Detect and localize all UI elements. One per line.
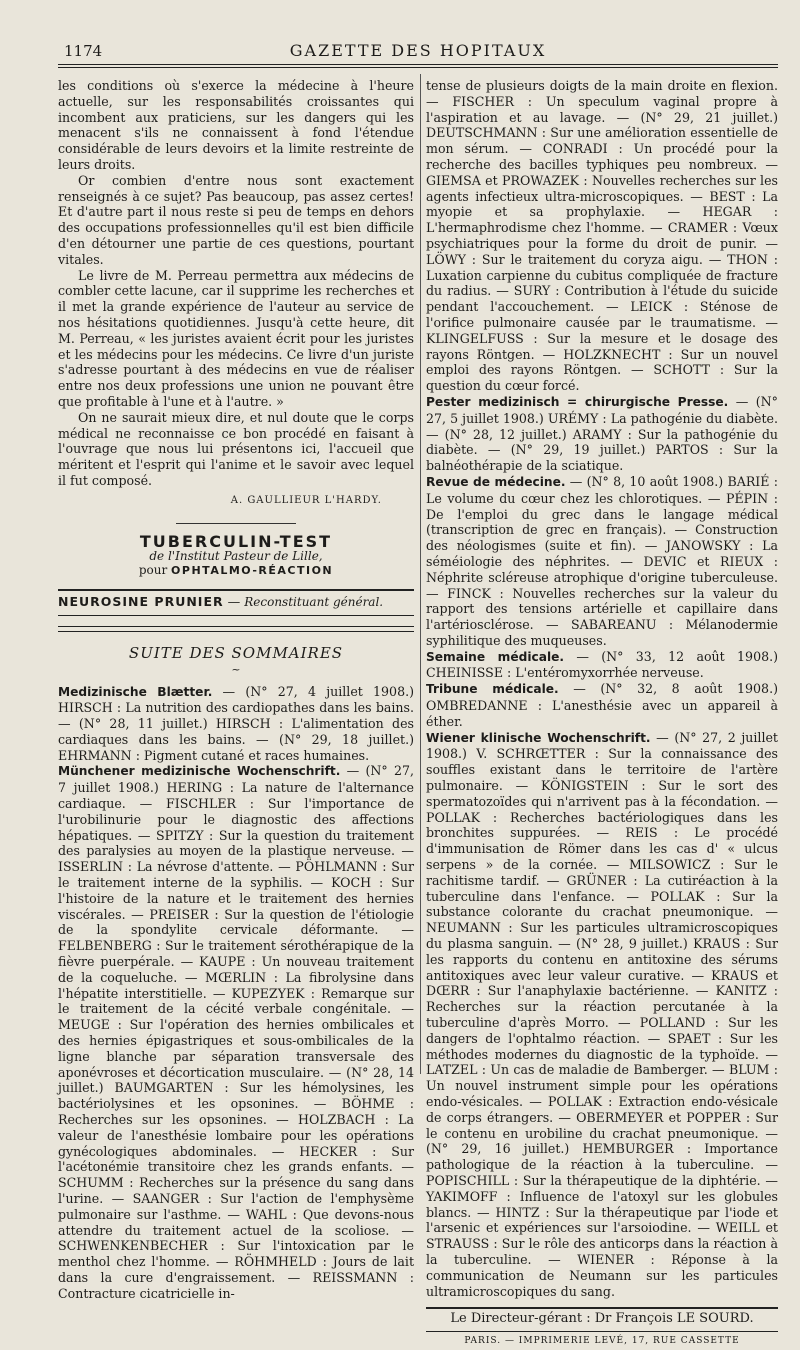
section-rule [58, 626, 414, 632]
journal-name: Münchener medizinische Wochenschrift. [58, 764, 341, 779]
ad-pour: pour [138, 563, 168, 578]
entry-text: — (N° 27, 7 juillet 1908.) HERING : La nature de l'alternance cardiaque. — FISCHLER : Sur l'importance de l'urobilinurie pour le diagnostic des affections hépatiques. — SPITZY : Sur la question du traitement des paralysies au moyen de la plastique nerveuse. — ISSERLIN : La névrose d'attente. — PÖHLMANN : Sur le traitement interne de la syphilis. — KOCH : Sur l'histoire de la nature et le traitement des hernies viscérales. — PREISER : Sur la question de l'étiologie de la spondylite cervicale déformante. — FELBENBERG : Sur le traitement sérothérapique de la fièvre puerpérale. — KAUPE : Un nouveau traitement de la coqueluche. — MŒRLIN : La fibrolysine dans l'hépatite interstitielle. — KUPEZYEK : Remarque sur le traitement de la cécité verbale congénitale. — MEUGE : Sur l'opération des hernies ombilicales et des hernies épigastriques et sous-ombilicales de la ligne blanche par séparation transversale des aponévroses et décortication musculaire. — (N° 28, 14 juillet.) BAUMGARTEN : Sur les hémolysines, les bactériolysines et les opsonines. — BÖHME : Recherches sur les opsonines. — HOLZBACH : La valeur de l'anesthésie lombaire pour les opérations gynécologiques abdominales. — HECKER : Sur l'acétonémie transitoire chez les grands enfants. — SCHUMM : Recherches sur la présence du sang dans l'urine. — SAANGER : Sur l'action de l'emphysème pulmonaire sur l'asthme. — WAHL : Que devons-nous attendre du traitement actuel de la scoliose. — SCHWENKENBECHER : Sur l'intoxication par le menthol chez l'homme. — RÖHMHELD : Jours de lait dans la cure d'engraissement. — REISSMANN : Contracture cicatricielle in- [58, 763, 414, 1301]
entry-text: — (N° 32, 8 août 1908.) OMBREDANNE : L'anesthésie avec un appareil à éther. [426, 681, 778, 729]
entry-text: — (N° 27, 4 juillet 1908.) HIRSCH : La nutrition des cardiopathes dans les bains. — (N° 28, 11 juillet.) HIRSCH : L'alimentation des cardiaques dans les bains. — (N° 29, 18 juillet.) EHRMANN : Pigment cutané et races humaines. [58, 683, 414, 763]
advertisement-neurosine [58, 589, 414, 616]
summary-entry [426, 730, 778, 1300]
book-review-paragraph: Or combien d'entre nous sont exactement renseignés à ce sujet? Pas beaucoup, pas assez certes! Et d'autre part il nous reste si peu de temps en dehors des occupations professionnelles qu'il est bien difficile d'en détourner une partie de ces questions, pourtant vitales. [58, 172, 414, 267]
summary-entry [426, 394, 778, 474]
book-review-paragraph: les conditions où s'exerce la médecine à l'heure actuelle, sur les responsabilités croissantes qui incombent aux praticiens, sur les dangers qui les menacent s'ils ne connaissent à fond l'étendue considérable de leurs devoirs et la limite restreinte de leurs droits. [58, 78, 414, 172]
journal-name: Revue de médecine. [426, 474, 566, 489]
page-footer [426, 1307, 778, 1350]
ad-dash: — [227, 594, 241, 610]
section-title: SUITE DES SOMMAIRES [128, 643, 344, 662]
section-ornament: ~ [231, 662, 241, 676]
book-review-paragraph: On ne saurait mieux dire, et nul doute que le corps médical ne reconnaisse ce bon procédé en faisant à l'ouvrage que nous lui présentons ici, l'accueil que méritent et l'esprit qui l'anime et le savoir avec lequel il fut composé. [58, 409, 414, 488]
summary-entry [426, 649, 778, 682]
summary-entry [58, 684, 414, 764]
review-signature: A. GAULLIEUR L'HARDY. [230, 494, 382, 506]
ad-product-desc: Reconstituant général. [244, 595, 384, 610]
page-header [58, 38, 778, 62]
right-column [426, 78, 778, 1350]
journal-name: Pester medizinisch = chirurgische Presse. [426, 394, 729, 409]
page-number: 1174 [64, 42, 103, 60]
ad-title: TUBERCULIN-TEST [139, 531, 333, 551]
journal-name: Wiener klinische Wochenschrift. [426, 730, 651, 745]
entry-text: — (N° 27, 2 juillet 1908.) V. SCHRŒTTER : Sur la connaissance des souffles existant dans le territoire de l'artère pulmonaire. — KÖNIGSTEIN : Sur le sort des spermatozoïdes qui n'arrivent pas à la fécondation. — POLLAK : Recherches bactériologiques dans les bronchites suppurées. — REIS : Le procédé d'immunisation de Römer dans les cas d' « ulcus serpens » de la cornée. — MILSOWICZ : Sur le rachitisme tardif. — GRÜNER : La cutiréaction à la tuberculine dans l'enfance. — POLLAK : Sur la substance colorante du crachat pneumonique. — NEUMANN : Sur les particules ultramicroscopiques du plasma sanguin. — (N° 28, 9 juillet.) KRAUS : Sur les rapports du contenu en antitoxine des sérums antitoxiques avec leur valeur curative. — KRAUS et DŒRR : Sur l'anaphylaxie bactérienne. — KANITZ : Recherches sur la réaction percutanée à la tuberculine d'après Morro. — POLLAND : Sur les dangers de l'ophtalmo réaction. — SPAET : Sur les méthodes modernes du diagnostic de la typhoïde. — LATZEL : Un cas de maladie de Bamberger. — BLUM : Un nouvel instrument simple pour les opérations endo-vésicales. — POLLAK : Extraction endo-vésicale de corps étrangers. — OBERMEYER et POPPER : Sur le contenu en urobiline du crachat pneumonique. — (N° 29, 16 juillet.) HEMBURGER : Importance pathologique de la réaction à la tuberculine. — POPISCHILL : Sur la thérapeutique de la diphtérie. — YAKIMOFF : Influence de l'atoxyl sur les globules blancs. — HINTZ : Sur la thérapeutique par l'iode et l'arsenic et expériences sur l'arsoiodine. — WEILL et STRAUSS : Sur le rôle des anticorps dans la réaction à la tuberculine. — WIENER : Réponse à la communication de Neumann sur les particules ultramicroscopiques du sang. [426, 729, 778, 1299]
journal-title: GAZETTE DES HOPITAUX [289, 41, 547, 60]
left-column [58, 78, 414, 1302]
entry-text: — (N° 33, 12 août 1908.) CHEINISSE : L'entéromyxorrhée nerveuse. [426, 648, 779, 681]
journal-name: Medizinische Blætter. [58, 684, 213, 699]
director-line: Le Directeur-gérant : Dr François LE SOURD. [450, 1311, 754, 1327]
ad-product-name: NEUROSINE PRUNIER [58, 594, 224, 610]
divider [176, 523, 296, 524]
ad-usage [58, 563, 414, 579]
entry-text: — (N° 27, 5 juillet 1908.) URÉMY : La pathogénie du diabète. — (N° 28, 12 juillet.) ARAMY : Sur la pathogénie du diabète. — (N° 29, 19 juillet.) PARTOS : Sur la balnéothérapie de la sciatique. [426, 393, 778, 474]
entry-text: tense de plusieurs doigts de la main droite en flexion. — FISCHER : Un speculum vaginal propre à l'aspiration et au lavage. — (N° 29, 21 juillet.) DEUTSCHMANN : Sur une amélioration essentielle de mon sérum. — CONRADI : Un procédé pour la recherche des bacilles typhiques peu nombreux. — GIEMSA et PROWAZEK : Nouvelles recherches sur les agents infectieux ultra-microscopiques. — BEST : La myopie et sa prophylaxie. — HEGAR : L'hermaphrodisme chez l'homme. — CRAMER : Vœux psychiatriques pour la forme du droit de punir. — LÖWY : Sur le traitement du coryza aigu. — THON : Luxation carpienne du cubitus compliquée de fracture du radius. — SURY : Contribution à l'étude du suicide pendant l'accouchement. — LEICK : Sténose de l'orifice pulmonaire causée par le traumatisme. — KLINGELFUSS : Sur la mesure et le dosage des rayons Röntgen. — HOLZKNECHT : Sur un nouvel emploi des rayons Röntgen. — SCHOTT : Sur la question du cœur forcé. [426, 78, 778, 394]
printer-imprint: PARIS. — IMPRIMERIE LEVÉ, 17, RUE CASSETTE [426, 1331, 778, 1350]
summary-entry [58, 763, 414, 1301]
column-separator [420, 74, 421, 1074]
ad-subtitle: de l'Institut Pasteur de Lille, [149, 549, 323, 564]
summary-entry [426, 681, 778, 729]
journal-name: Semaine médicale. [426, 649, 565, 664]
header-rule [58, 64, 778, 65]
summary-entry [426, 474, 778, 649]
ad-reaction: OPHTALMO-RÉACTION [171, 564, 334, 578]
entry-text: — (N° 8, 10 août 1908.) BARIÉ : Le volume du cœur chez les chlorotiques. — PÉPIN : De l'emploi du grec dans le langage médical (transcription de grec en français). — Construction des néologismes (suite et fin). — JANOWSKY : La séméiologie des néphrites. — DEVIC et RIEUX : Néphrite scléreuse atrophique d'origine tuberculeuse. — FINCK : Nouvelles recherches sur la valeur du rapport des tensions artérielle et capillaire dans l'artériosclérose. — SABAREANU : Mélanodermie syphilitique des muqueuses. [426, 473, 778, 648]
advertisement-tuberculin [58, 531, 414, 580]
summary-entry-continued [426, 78, 778, 394]
journal-name: Tribune médicale. [426, 682, 559, 697]
header-rule-2 [58, 67, 778, 68]
book-review-paragraph: Le livre de M. Perreau permettra aux médecins de combler cette lacune, car il supprime les recherches et il met la grande expérience de l'auteur au service de nos hésitations quotidiennes. Jusqu'à cette heure, dit M. Perreau, « les juristes avaient écrit pour les juristes et les médecins pour les médecins. Ce livre d'un juriste s'adresse pourtant à des médecins en vue de réaliser entre nos deux professions une union ne pouvant être que profitable à l'une et à l'autre. » [58, 267, 414, 409]
